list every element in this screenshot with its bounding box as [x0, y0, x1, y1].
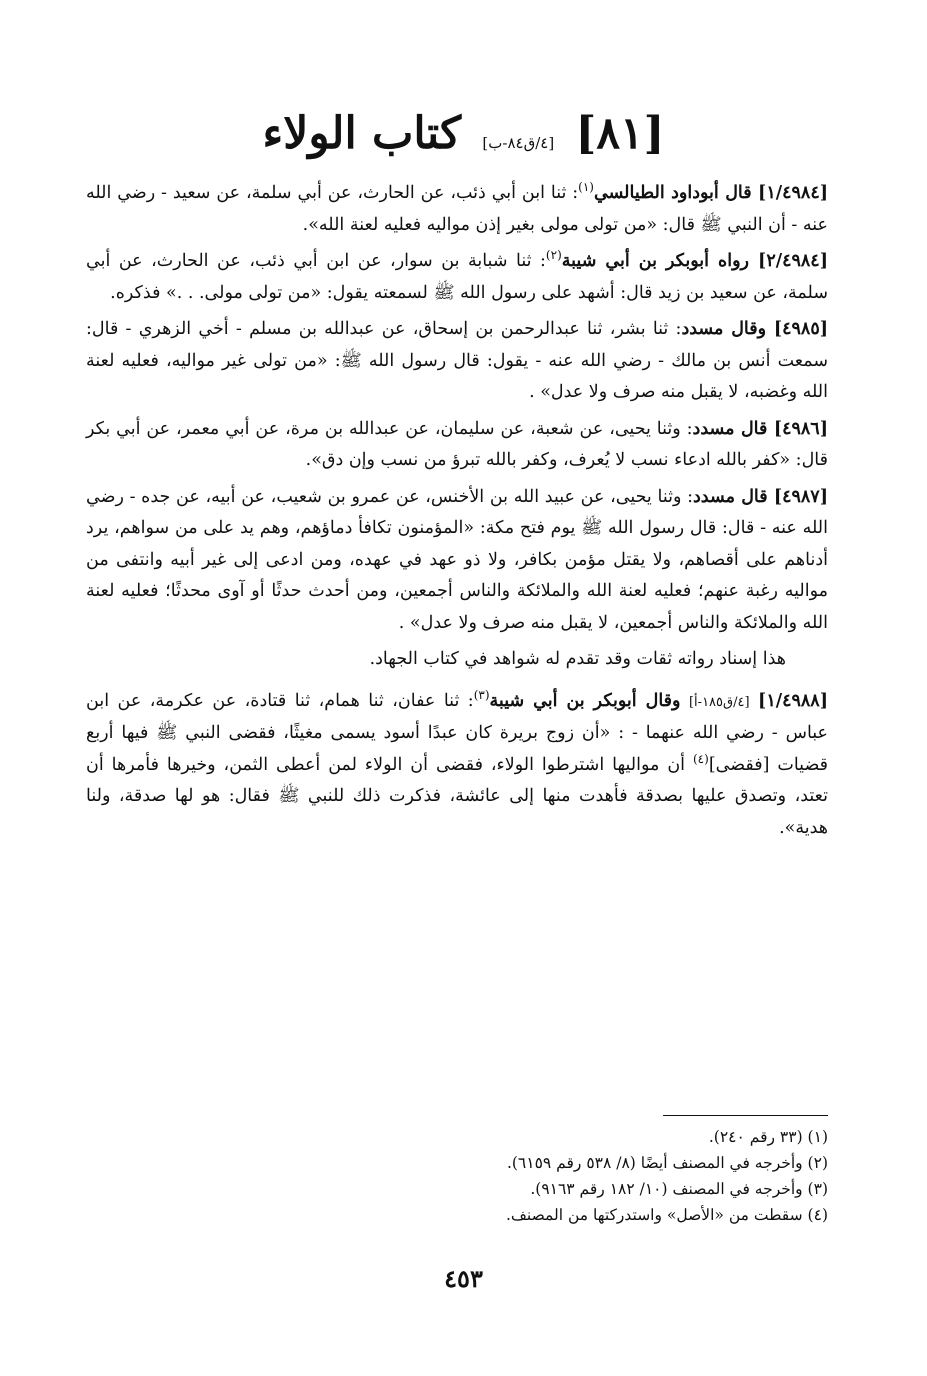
footnote: (٤) سقطت من «الأصل» واستدركتها من المصنف. [505, 1206, 828, 1224]
entry-text: : ثنا شبابة بن سوار، عن ابن أبي ذئب، عن الحارث، عن أبي سلمة، عن سعيد بن زيد قال: أشهد على رسول الله ﷺ لسمعته يقول: «من تولى مولى. . .» فذكره. [86, 251, 828, 303]
footnote-marker: (٢) [545, 248, 562, 263]
entry-label: وقال أبوبكر بن أبي شيبة [489, 690, 681, 711]
footnote: (٣) وأخرجه في المصنف (١٠/ ١٨٢ رقم ٩١٦٣). [530, 1180, 828, 1198]
footnote-marker: (٣) [473, 687, 490, 702]
chapter-heading [0, 104, 927, 173]
main-text [86, 178, 828, 849]
entry-label: [٤٩٨٧] قال مسدد [693, 486, 828, 507]
footnote-marker: (٤) [692, 751, 709, 766]
entry-text: : ثنا ابن أبي ذئب، عن الحارث، عن أبي سلمة، عن سعيد - رضي الله عنه - أن النبي ﷺ قال: «من تولى مولى بغير إذن مواليه فعليه لعنة الله». [86, 183, 828, 235]
hadith-entry [86, 246, 828, 309]
entry-text: : وثنا يحيى، عن شعبة، عن سليمان، عن عبدالله بن مرة، عن أبي معمر، عن أبي بكر قال: «كفر بالله ادعاء نسب لا يُعرف، وكفر بالله تبرؤ من نسب وإن دق». [86, 418, 828, 470]
manuscript-reference: [٤/ق٨٤-ب] [482, 134, 555, 152]
footnotes [86, 1124, 828, 1228]
footnote-divider [663, 1115, 828, 1116]
entry-text: : ثنا بشر، ثنا عبدالرحمن بن إسحاق، عن عبدالله بن مسلم - أخي الزهري - قال: سمعت أنس بن مالك - رضي الله عنه - يقول: قال رسول الله ﷺ: «من تولى غير مواليه، فعليه لعنة الله وغضبه، لا يقبل منه صرف ولا عدل» . [86, 319, 828, 402]
hadith-entry [86, 314, 828, 409]
entry-label: [٤٩٨٥] وقال مسدد [681, 319, 829, 339]
page-number: ٤٥٣ [444, 1264, 483, 1293]
hadith-entry [86, 414, 828, 477]
entry-label: [٢/٤٩٨٤] رواه أبوبكر بن أبي شيبة [561, 251, 828, 271]
entry-text: أن مواليها اشترطوا الولاء، فقضى أن الولاء لمن أعطى الثمن، وخيرها فأمرها أن تعتد، وتصدق عليها بصدقة فأهدت منها إلى عائشة، فذكرت ذلك للنبي ﷺ فقال: هو لها صدقة، ولنا هدية». [86, 754, 828, 838]
footnote: (١) (٣٣ رقم ٢٤٠). [708, 1128, 828, 1146]
footnote: (٢) وأخرجه في المصنف أيضًا (٨/ ٥٣٨ رقم ٦١٥٩). [506, 1154, 828, 1172]
manuscript-reference: [٤/ق١٨٥-أ] [688, 694, 750, 710]
chapter-number: [٨١] [575, 108, 665, 159]
hadith-entry [86, 686, 828, 845]
entry-text: : وثنا يحيى، عن عبيد الله بن الأخنس، عن عمرو بن شعيب، عن أبيه، عن جده - رضي الله عنه - قال: قال رسول الله ﷺ يوم فتح مكة: «المؤمنون تكافأ دماؤهم، وهم يد على من سواهم، يرد أدناهم على أقصاهم، ولا يقتل مؤمن بكافر، ولا ذو عهد في عهده، ومن ادعى إلى غير أبيه وانتفى من مواليه رغبة عنهم؛ فعليه لعنة الله والملائكة والناس أجمعين، ومن أحدث حدثًا أو آوى محدثًا؛ فعليه لعنة الله والملائكة والناس أجمعين، لا يقبل منه صرف ولا عدل» . [86, 486, 828, 633]
entry-label: [١/٤٩٨٤] قال أبوداود الطيالسي [593, 183, 828, 203]
isnad-remark: هذا إسناد رواته ثقات وقد تقدم له شواهد في كتاب الجهاد. [369, 649, 786, 669]
entry-label: [٤٩٨٦] قال مسدد [692, 418, 828, 439]
chapter-title: كتاب الولاء [262, 108, 462, 159]
entry-text: : ثنا عفان، ثنا همام، ثنا قتادة، عن عكرمة، عن ابن عباس - رضي الله عنهما - : «أن زوج بريرة كان عبدًا أسود يسمى مغيثًا، فقضى النبي ﷺ فيها أربع قضيات [فقضى] [86, 690, 829, 775]
hadith-entry [86, 482, 828, 640]
footnote-marker: (١) [578, 180, 594, 195]
entry-label: [١/٤٩٨٨] [758, 690, 828, 711]
hadith-entry [86, 178, 828, 241]
